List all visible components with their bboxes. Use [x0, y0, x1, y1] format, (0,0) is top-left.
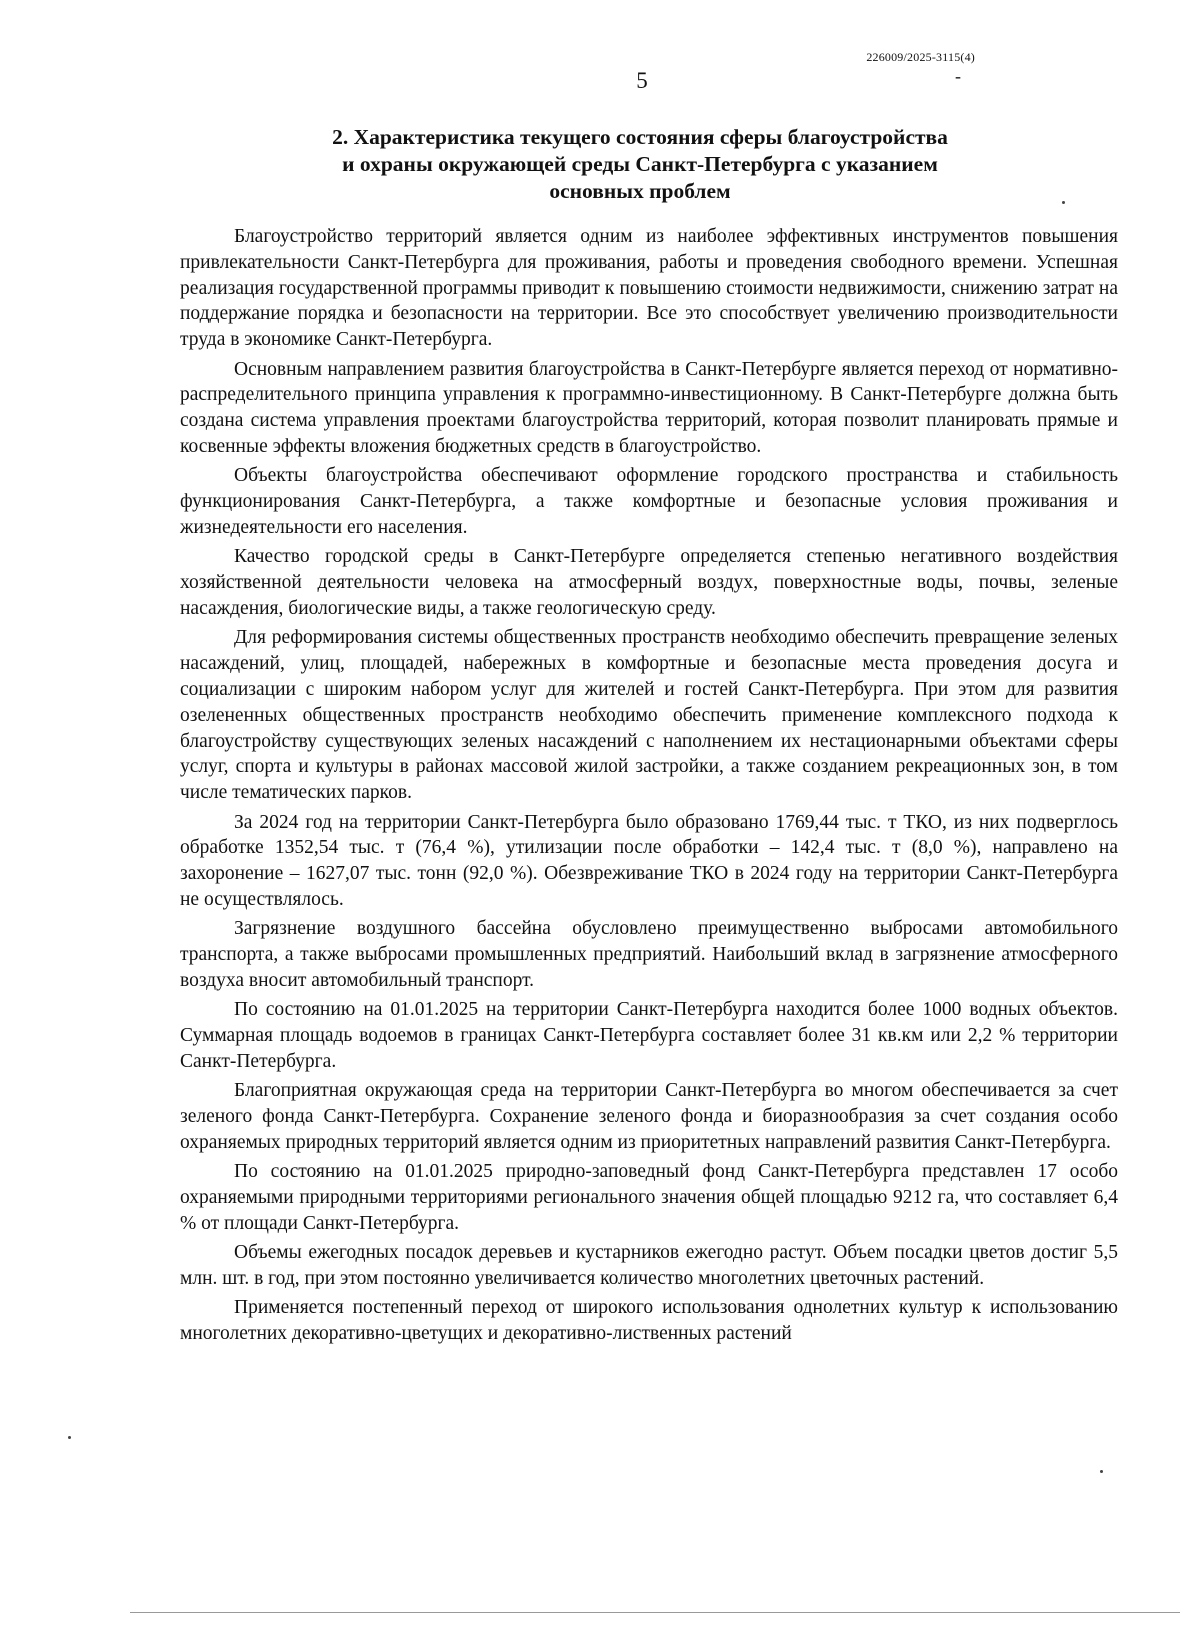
paragraph: Для реформирования системы общественных пространств необходимо обеспечить превращение зеленых насаждений, улиц, площадей, набережных в комфортные и безопасные места проведения досуга и социализации с широким набором услуг для жителей и гостей Санкт-Петербурга. При этом для развития озелененных общественных пространств необходимо обеспечить применение комплексного подхода к благоустройству существующих зеленых насаждений с наполнением их нестационарными объектами сферы услуг, спорта и культуры в районах массовой жилой застройки, а также созданием рекреационных зон, в том числе тематических парков. [180, 627, 1118, 804]
paragraph: За 2024 год на территории Санкт-Петербурга было образовано 1769,44 тыс. т ТКО, из них подверглось обработке 1352,54 тыс. т (76,4 %), утилизации после обработки – 142,4 тыс. т (8,0 %), направлено на захоронение – 1627,07 тыс. тонн (92,0 %). Обезвреживание ТКО в 2024 году на территории Санкт-Петербурга не осуществлялось. [180, 811, 1118, 910]
page-number: 5 [636, 68, 648, 93]
paragraph: Благоприятная окружающая среда на территории Санкт-Петербурга во многом обеспечивается за счет зеленого фонда Санкт-Петербурга. Сохранение зеленого фонда и биоразнообразия за счет создания особо охраняемых природных территорий является одним из приоритетных направлений развития Санкт-Петербурга. [180, 1080, 1118, 1153]
scan-mark: - [955, 66, 961, 86]
scan-speck [1062, 201, 1065, 204]
paragraph: Качество городской среды в Санкт-Петербурге определяется степенью негативного воздействия хозяйственной деятельности человека на атмосферный воздух, поверхностные воды, почвы, зеленые насаждения, биологические виды, а также геологическую среду. [180, 546, 1118, 619]
paragraph: Загрязнение воздушного бассейна обусловлено преимущественно выбросами автомобильного транспорта, а также выбросами промышленных предприятий. Наибольший вклад в загрязнение атмосферного воздуха вносит автомобильный транспорт. [180, 918, 1118, 991]
section-title [200, 124, 1080, 205]
paragraph: Объемы ежегодных посадок деревьев и кустарников ежегодно растут. Объем посадки цветов достиг 5,5 млн. шт. в год, при этом постоянно увеличивается количество многолетних цветочных растений. [180, 1242, 1118, 1290]
section-title-line: основных проблем [549, 179, 731, 203]
document-body [180, 224, 1118, 1351]
document-number: 226009/2025-3115(4) [866, 50, 975, 64]
paragraph: Основным направлением развития благоустройства в Санкт-Петербурге является переход от нормативно-распределительного принципа управления к программно-инвестиционному. В Санкт-Петербурге должна быть создана система управления проектами благоустройства территорий, которая позволит планировать прямые и косвенные эффекты вложения бюджетных средств в благоустройство. [180, 358, 1118, 457]
paragraph: Объекты благоустройства обеспечивают оформление городского пространства и стабильность функционирования Санкт-Петербурга, а также комфортные и безопасные условия проживания и жизнедеятельности его населения. [180, 465, 1118, 538]
paragraph: По состоянию на 01.01.2025 природно-заповедный фонд Санкт-Петербурга представлен 17 особо охраняемыми природными территориями регионального значения общей площадью 9212 га, что составляет 6,4 % от площади Санкт-Петербурга. [180, 1161, 1118, 1234]
scan-speck [68, 1436, 71, 1439]
paragraph: По состоянию на 01.01.2025 на территории Санкт-Петербурга находится более 1000 водных объектов. Суммарная площадь водоемов в границах Санкт-Петербурга составляет более 31 кв.км или 2,2 % территории Санкт-Петербурга. [180, 999, 1118, 1072]
paragraph: Применяется постепенный переход от широкого использования однолетних культур к использованию многолетних декоративно-цветущих и декоративно-лиственных растений [180, 1297, 1118, 1345]
section-title-line: и охраны окружающей среды Санкт-Петербурга с указанием [342, 152, 938, 176]
scan-speck [1100, 1470, 1103, 1473]
paragraph: Благоустройство территорий является одним из наиболее эффективных инструментов повышения привлекательности Санкт-Петербурга для проживания, работы и проведения свободного времени. Успешная реализация государственной программы приводит к повышению стоимости недвижимости, снижению затрат на поддержание порядка и безопасности на территории. Все это способствует увеличению производительности труда в экономике Санкт-Петербурга. [180, 226, 1118, 351]
section-title-line: 2. Характеристика текущего состояния сферы благоустройства [332, 125, 948, 149]
scan-edge-line [130, 1612, 1180, 1613]
